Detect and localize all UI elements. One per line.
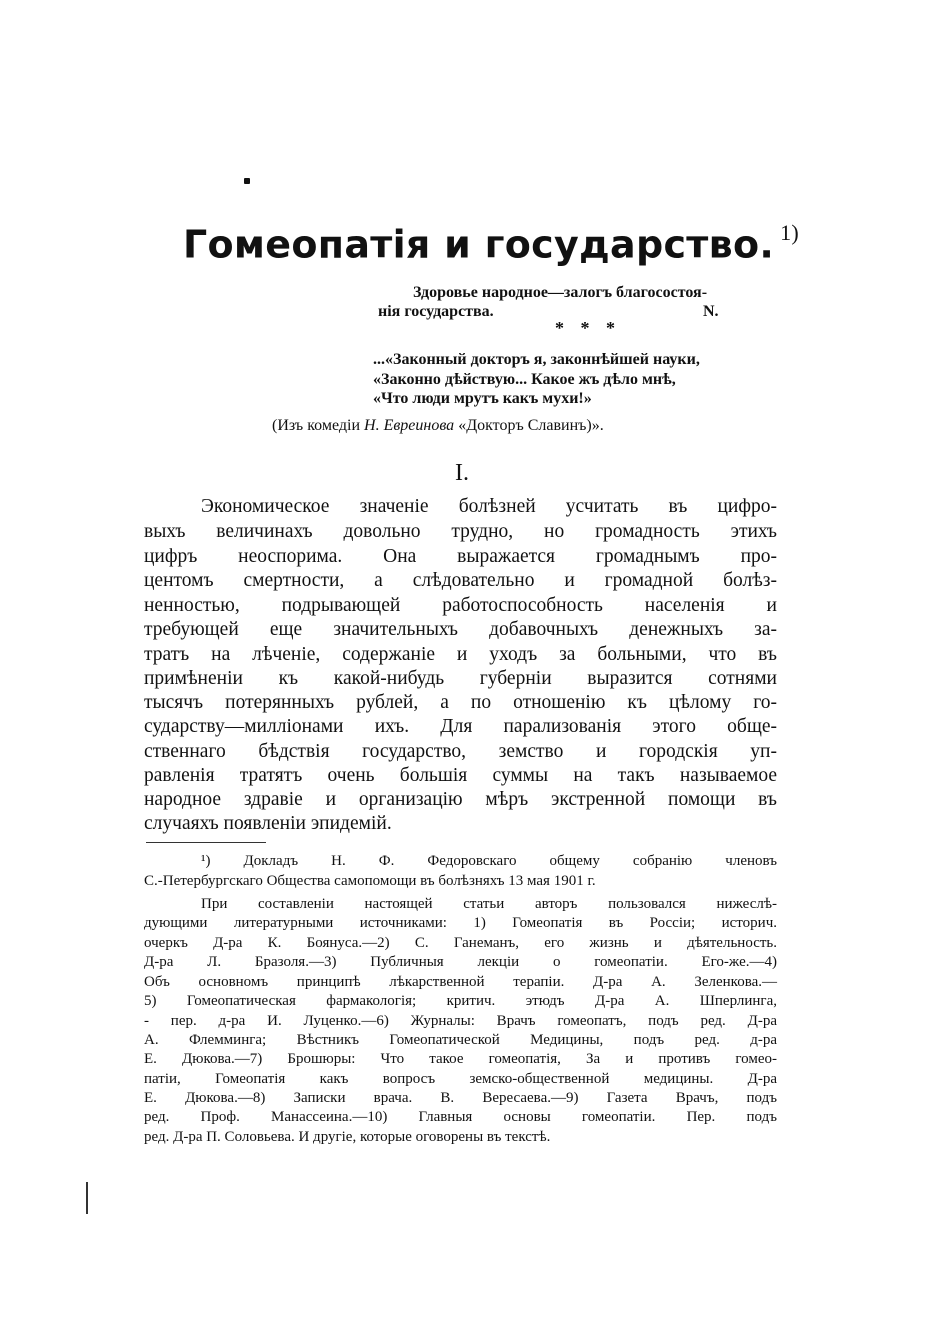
body-line: требующей еще значительныхъ добавочныхъ денежныхъ за-: [144, 619, 777, 640]
body-line: центомъ смертности, а слѣдовательно и громадной болѣз-: [144, 570, 777, 591]
epigraph-source: [272, 416, 604, 436]
footnote-line: Е. Дюкова.—8) Записки врача. В. Вересаева.—9) Газета Врачъ, подъ: [144, 1090, 777, 1106]
footnote-line: ред. Д-ра П. Соловьева. И другіе, которые оговорены въ текстѣ.: [144, 1129, 551, 1145]
body-line: примѣненіи къ какой-нибудь губерніи выразится сотнями: [144, 668, 777, 689]
section-number: I.: [455, 460, 469, 486]
body-line: сударству—милліонами ихъ. Для парализованія этого обще-: [144, 716, 777, 737]
epigraph-line-2-text: нія государства.: [378, 303, 494, 320]
body-line: случаяхъ появленіи эпидемій.: [144, 813, 392, 834]
margin-mark: [86, 1182, 88, 1214]
footnote-line: дующими литературными источниками: 1) Гомеопатія въ Россіи; историч.: [144, 915, 777, 931]
page-title: [183, 212, 800, 270]
footnote-line: А. Флемминга; Вѣстникъ Гомеопатической Медицины, подъ ред. д-ра: [144, 1032, 777, 1048]
footnote-line: очеркъ Д-ра К. Боянуса.—2) С. Ганеманъ, его жизнь и дѣятельность.: [144, 935, 777, 951]
print-speck: [244, 178, 250, 184]
verse-line: ...«Законный докторъ я, законнѣйшей науки,: [373, 351, 700, 368]
source-author: Н. Евреинова: [364, 417, 455, 434]
body-line: народное здравіе и организацію мѣръ экстренной помощи въ: [144, 789, 777, 810]
footnote-line: Объ основномъ принципѣ лѣкарственной терапіи. Д-ра А. Зеленкова.—: [144, 974, 777, 990]
footnote-line: ред. Проф. Манассеина.—10) Главныя основы гомеопатіи. Пер. подъ: [144, 1109, 777, 1125]
body-line: ненностью, подрывающей работоспособность населенія и: [144, 595, 777, 616]
footnote-line: Е. Дюкова.—7) Брошюры: Что такое гомеопатія, За и противъ гомео-: [144, 1051, 777, 1067]
verse-line: «Что люди мрутъ какъ мухи!»: [373, 390, 592, 407]
source-suffix: «Докторъ Славинъ)».: [454, 417, 604, 434]
title-text: Гомеопатія и государство.: [183, 222, 775, 267]
body-line: Экономическое значеніе болѣзней усчитать въ цифро-: [201, 496, 777, 517]
body-line: равленія тратятъ очень большія суммы на такъ называемое: [144, 765, 777, 786]
verse-line: «Законно дѣйствую... Какое жъ дѣло мнѣ,: [373, 371, 676, 388]
footnote-line: С.-Петербургскаго Общества самопомощи въ болѣзняхъ 13 мая 1901 г.: [144, 873, 596, 889]
epigraph-signature: N.: [703, 303, 719, 320]
body-line: тысячъ потерянныхъ рублей, а по отношенію къ цѣлому го-: [144, 692, 777, 713]
footnote-line: При составленіи настоящей статьи авторъ пользовался нижеслѣ-: [201, 896, 777, 912]
footnote-line: - пер. д-ра И. Луценко.—6) Журналы: Врачъ гомеопатъ, подъ ред. Д-ра: [144, 1013, 777, 1029]
body-line: цифръ неоспорима. Она выражается громаднымъ про-: [144, 546, 777, 567]
footnote-line: Д-ра Л. Бразоля.—3) Публичныя лекціи о гомеопатіи. Его-же.—4): [144, 954, 777, 970]
asterism: * * *: [555, 318, 621, 338]
footnote-line: патіи, Гомеопатія какъ вопросъ земско-общественной медицины. Д-ра: [144, 1071, 777, 1087]
footnote-rule: [146, 842, 266, 843]
title-footnote-mark: 1): [780, 220, 800, 245]
footnote-line: 5) Гомеопатическая фармакологія; критич. этюдъ Д-ра А. Шперлинга,: [144, 993, 777, 1009]
footnote-line: ¹) Докладъ Н. Ф. Федоровскаго общему собранію членовъ: [201, 853, 777, 869]
source-prefix: (Изъ комедіи: [272, 417, 365, 434]
body-line: ственнаго бѣдствія государство, земство и городскія уп-: [144, 741, 777, 762]
epigraph-line-1: Здоровье народное—залогъ благосостоя-: [413, 284, 708, 301]
body-line: выхъ величинахъ довольно трудно, но громадность этихъ: [144, 521, 777, 542]
body-line: тратъ на лѣченіе, содержаніе и уходъ за больными, что въ: [144, 644, 777, 665]
